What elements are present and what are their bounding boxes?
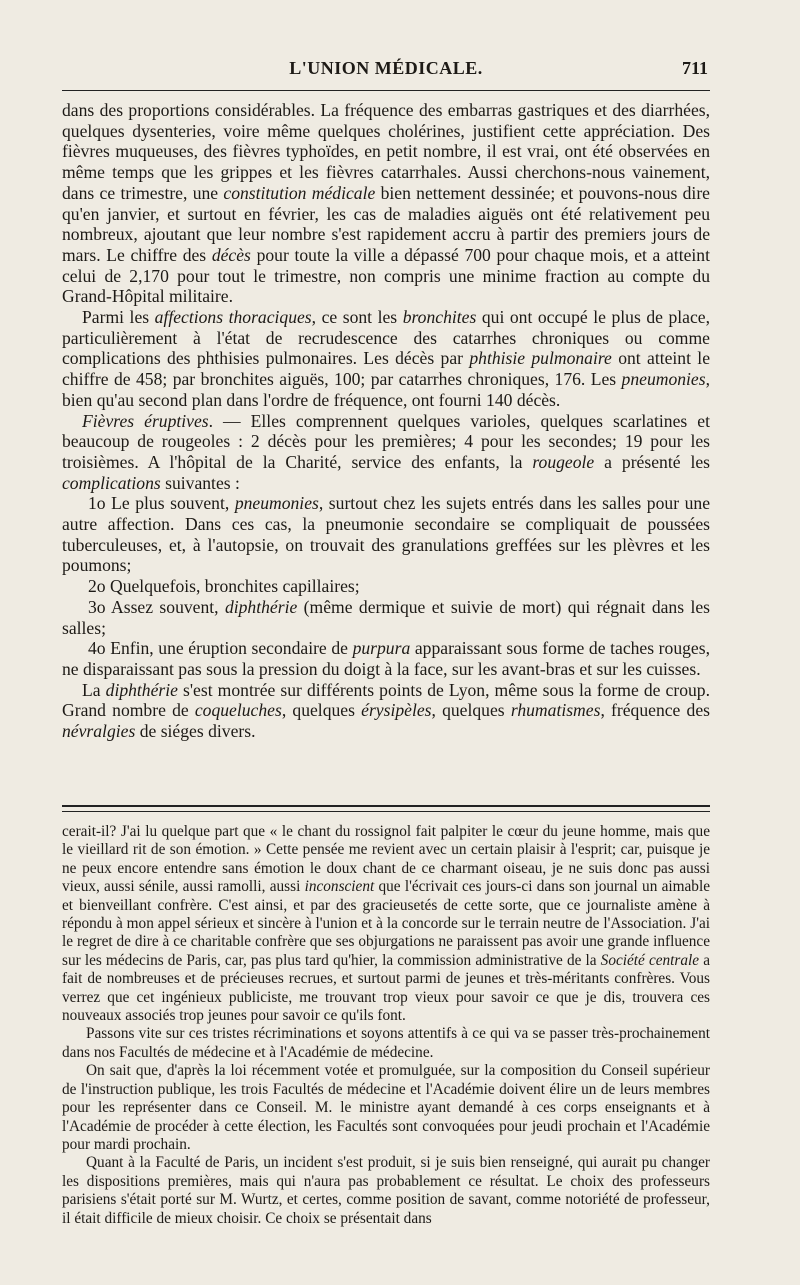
text-run: , quelques [281,700,362,721]
italic-run: névralgies [62,721,136,742]
paragraph-diphtherie-lyon [62,680,710,742]
main-text [62,100,710,742]
text-run: a fait de nombreuses et de précieuses recrues, et surtout parmi de jeunes et très-méritants confrères. Vous verrez que cet ingénieux publiciste, me trouvant trop vieux pour savoir ce que je dis, trouvera ces nouveaux associés trop jeunes pour savoir ce qu'ils font. [62,951,710,1025]
italic-run: affections thoraciques [154,307,312,328]
feuilleton [62,823,710,1228]
text-run: La [82,679,106,700]
text-run: (même dermique et suivie de mort) qui régnait dans les salles; [62,596,711,638]
italic-run: bronchites [402,307,477,328]
italic-run: coqueluches [194,700,282,721]
feuilleton-paragraph-faculte-paris: Quant à la Faculté de Paris, un incident s'est produit, si je suis bien renseigné, qui aurait pu changer les dispositions premières, mais qui n'aura pas probablement ce résultat. Le choix des professeurs parisiens s'était porté sur M. Wurtz, et certes, comme position de savant, comme notoriété de professeur, il était difficile de mieux choisir. Ce choix se présentait dans [62,1154,710,1227]
italic-run: purpura [352,638,411,659]
italic-run: décès [211,244,251,265]
italic-run: rougeole [532,451,595,472]
text-run: 1o Le plus souvent, [88,493,235,514]
feuilleton-paragraph-conseil: On sait que, d'après la loi récemment votée et promulguée, sur la composition du Conseil supérieur de l'instruction publique, les trois Facultés de médecine et l'Académie doivent élire un de leurs membres pour les représenter dans ce Conseil. M. le ministre ayant demandé à ces corps enseignants et à l'Académie de procéder à cette élection, les Facultés sont convoquées pour jeudi prochain et l'Académie pour mardi prochain. [62,1062,710,1153]
text-run: , bien qu'au second plan dans l'ordre de fréquence, ont fourni 140 décès. [62,369,710,410]
text-run: , fréquence des [600,700,710,721]
list-item-4 [62,638,710,679]
list-item-1 [62,493,710,576]
text-run: . — Elles comprennent quelques varioles, quelques scarlatines et beaucoup de rougeoles : 2 décès pour les premières; 4 pour les secondes; 19 pour les troisièmes. A l'hôpital de la Charité, service des enfants, la [62,410,710,472]
text-run: , ce sont les [311,307,403,328]
italic-run: phthisie pulmonaire [469,348,612,369]
feuilleton-paragraph-rossignol [62,823,710,1025]
header-rule [62,90,710,91]
text-run: suivantes : [160,472,240,493]
separator-rule-thin [62,811,710,812]
text-run: cerait-il? J'ai lu quelque part que « le chant du rossignol fait palpiter le cœur du jeune homme, mais que le vieillard rit de son émotion. » Cette pensée me revient avec un certain plaisir à l'esprit; car, puisque je ne peux encore entendre sans émotion le doux chant de ce charmant oiseau, je ne suis donc pas aussi vieux, aussi sénile, aussi ramolli, aussi [62,823,710,896]
italic-run: Société centrale [600,951,700,969]
text-run: , surtout chez les sujets entrés dans les salles pour une autre affection. Dans ces cas, la pneumonie secondaire se compliquait de poussées tuberculeuses, et, à l'autopsie, on trouvait des granulations greffées sur les plèvres et les poumons; [62,493,711,576]
italic-run: pneumonies [234,493,319,514]
text-run: 3o Assez souvent, [88,596,225,617]
text-run: 4o Enfin, une éruption secondaire de [88,638,353,659]
page-number: 711 [681,58,708,78]
feuilleton-separator [62,805,710,812]
paragraph-fievres-eruptives [62,411,710,494]
text-run: s'est montrée sur différents points de Lyon, même sous la forme de croup. Grand nombre de [62,679,710,721]
text-run: que l'écrivait ces jours-ci dans son journal un aimable et bienveillant confrère. C'est ainsi, et par des gracieusetés de cette sorte, que ce journaliste amène à répondu à mon appel sérieux et sincère à l'union et à la concorde sur le terrain neutre de l'Association. J'ai le regret de dire à ce charitable confrère que ses objurgations ne paraissent pas avoir une grande influence sur les médecins de Paris, car, pas plus tard qu'hier, la commission administrative de la [62,878,710,969]
paragraph-affections-thoraciques [62,307,710,411]
text-run: qui ont occupé le plus de place, particulièrement à l'état de recrudescence des catarrhes chroniques ou comme complications des phthisies pulmonaires. Les décès par [62,307,710,369]
list-item-3 [62,597,710,638]
text-run: pour toute la ville a dépassé 700 pour chaque mois, et a atteint celui de 2,170 pour tout le trimestre, non compris une minime fraction au compte du Grand-Hôpital militaire. [62,244,710,307]
italic-run: pneumonies [621,369,706,390]
running-title: L'UNION MÉDICALE. [289,58,483,78]
text-run: Parmi les [82,307,155,328]
paragraph-constitution [62,100,710,307]
text-run: ont atteint le chiffre de 458; par bronchites aiguës, 100; par catarrhes chroniques, 176. Les [62,348,711,390]
italic-run: complications [62,472,161,493]
text-run: a présenté les [594,451,710,472]
page [62,0,710,1285]
feuilleton-paragraph-recriminations: Passons vite sur ces tristes récriminations et soyons attentifs à ce qui va se passer très-prochainement dans nos Facultés de médecine et à l'Académie de médecine. [62,1025,710,1061]
separator-rule-thick [62,805,710,807]
italic-run: rhumatismes [510,700,601,721]
text-run: bien nettement dessinée; et pouvons-nous dire qu'en janvier, et surtout en février, les cas de maladies aiguës ont été relativement peu nombreux, ajoutant que leur nombre s'est rapidement accru à partir des premiers jours de mars. Le chiffre des [62,182,710,265]
italic-run: inconscient [304,878,375,896]
italic-run: constitution médicale [223,182,376,203]
text-run: de siéges divers. [135,721,256,742]
italic-run: diphthérie [224,596,298,617]
text-run: dans des proportions considérables. La fréquence des embarras gastriques et des diarrhées, quelques dysenteries, voire même quelques cholérines, justifient cette appréciation. Des fièvres muqueuses, des fièvres typhoïdes, en petit nombre, il est vrai, ont été observées en même temps que les grippes et les fièvres catarrhales. Aussi cherchons-nous vainement, dans ce trimestre, une [62,100,710,203]
italic-run: érysipèles [361,700,432,721]
text-run: apparaissant sous forme de taches rouges, ne disparaissant pas sous la pression du doigt à la face, sur les avant-bras et sur les cuisses. [62,638,710,679]
running-head [62,58,710,86]
text-run: , quelques [431,700,511,721]
section-heading-italic: Fièvres éruptives [82,410,209,431]
list-item-2: 2o Quelquefois, bronchites capillaires; [88,576,360,597]
italic-run: diphthérie [105,679,178,700]
